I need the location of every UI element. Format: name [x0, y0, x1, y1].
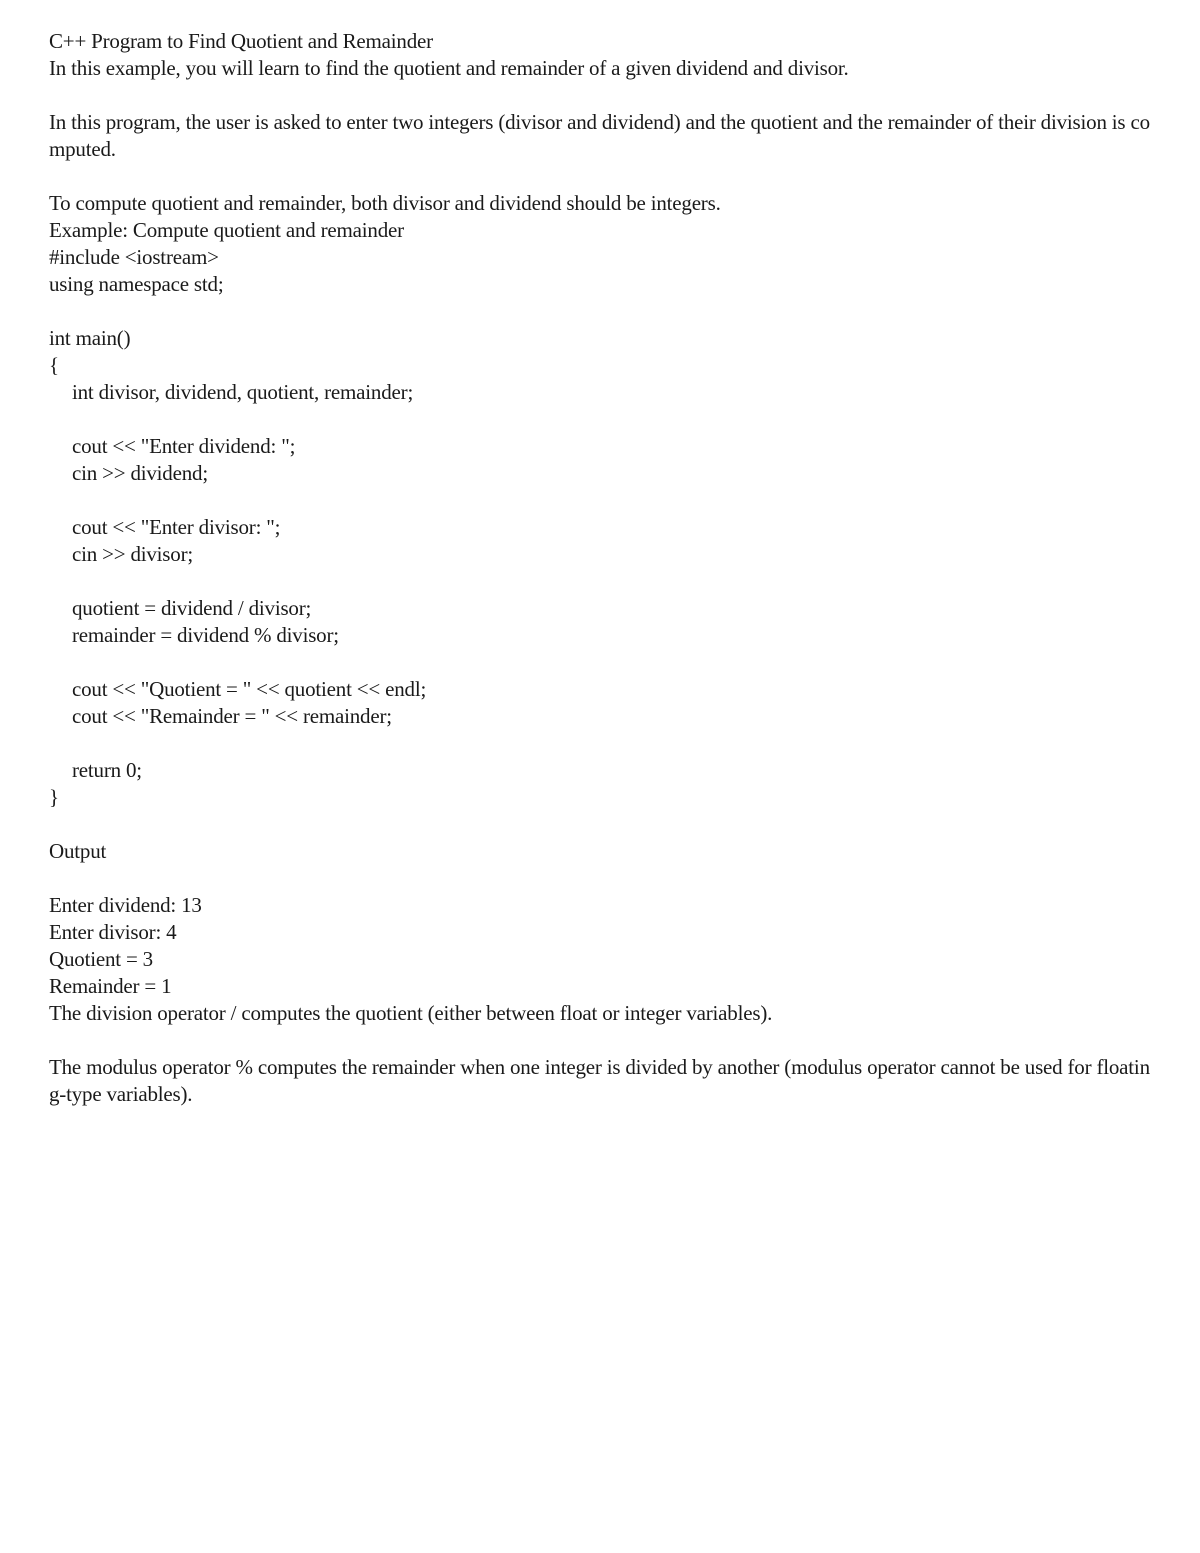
code-line-prompt-divisor: cout << "Enter divisor: "; — [72, 515, 281, 539]
spacer — [49, 811, 1159, 838]
spacer — [49, 730, 1159, 757]
program-description: In this program, the user is asked to enter two integers (divisor and dividend) and the quotient and the remainder of their division is computed. — [49, 110, 1150, 161]
code-line-read-dividend: cin >> dividend; — [72, 461, 208, 485]
spacer — [49, 1027, 1159, 1054]
spacer — [49, 163, 1159, 190]
requirement-text: To compute quotient and remainder, both divisor and dividend should be integers. — [49, 191, 721, 215]
code-line-close-brace: } — [49, 785, 59, 809]
code-line-prompt-dividend: cout << "Enter dividend: "; — [72, 434, 296, 458]
code-line-calc-remainder: remainder = dividend % divisor; — [72, 623, 339, 647]
spacer — [49, 649, 1159, 676]
spacer — [49, 865, 1159, 892]
output-line: Enter dividend: 13 — [49, 893, 202, 917]
code-line-calc-quotient: quotient = dividend / divisor; — [72, 596, 312, 620]
output-heading: Output — [49, 839, 107, 863]
output-line: Enter divisor: 4 — [49, 920, 177, 944]
code-line-print-remainder: cout << "Remainder = " << remainder; — [72, 704, 392, 728]
code-listing — [49, 244, 1159, 811]
code-line-open-brace: { — [49, 353, 59, 377]
spacer — [49, 406, 1159, 433]
intro-text: In this example, you will learn to find the quotient and remainder of a given dividend and divisor. — [49, 56, 849, 80]
code-line-main: int main() — [49, 326, 131, 350]
output-line: Remainder = 1 — [49, 974, 172, 998]
document-title: C++ Program to Find Quotient and Remainder — [49, 29, 433, 53]
spacer — [49, 82, 1159, 109]
example-heading: Example: Compute quotient and remainder — [49, 218, 404, 242]
code-line-print-quotient: cout << "Quotient = " << quotient << endl; — [72, 677, 427, 701]
output-line: Quotient = 3 — [49, 947, 153, 971]
code-line-read-divisor: cin >> divisor; — [72, 542, 194, 566]
program-output — [49, 892, 1159, 1000]
document-body — [49, 28, 1159, 1108]
code-line-include: #include <iostream> — [49, 245, 219, 269]
spacer — [49, 298, 1159, 325]
division-operator-note: The division operator / computes the quotient (either between float or integer variables). — [49, 1001, 773, 1025]
modulus-operator-note: The modulus operator % computes the remainder when one integer is divided by another (modulus operator cannot be used for floating-type variables). — [49, 1055, 1150, 1106]
code-line-declaration: int divisor, dividend, quotient, remainder; — [72, 380, 414, 404]
code-line-return: return 0; — [72, 758, 142, 782]
spacer — [49, 487, 1159, 514]
code-line-using: using namespace std; — [49, 272, 224, 296]
spacer — [49, 568, 1159, 595]
